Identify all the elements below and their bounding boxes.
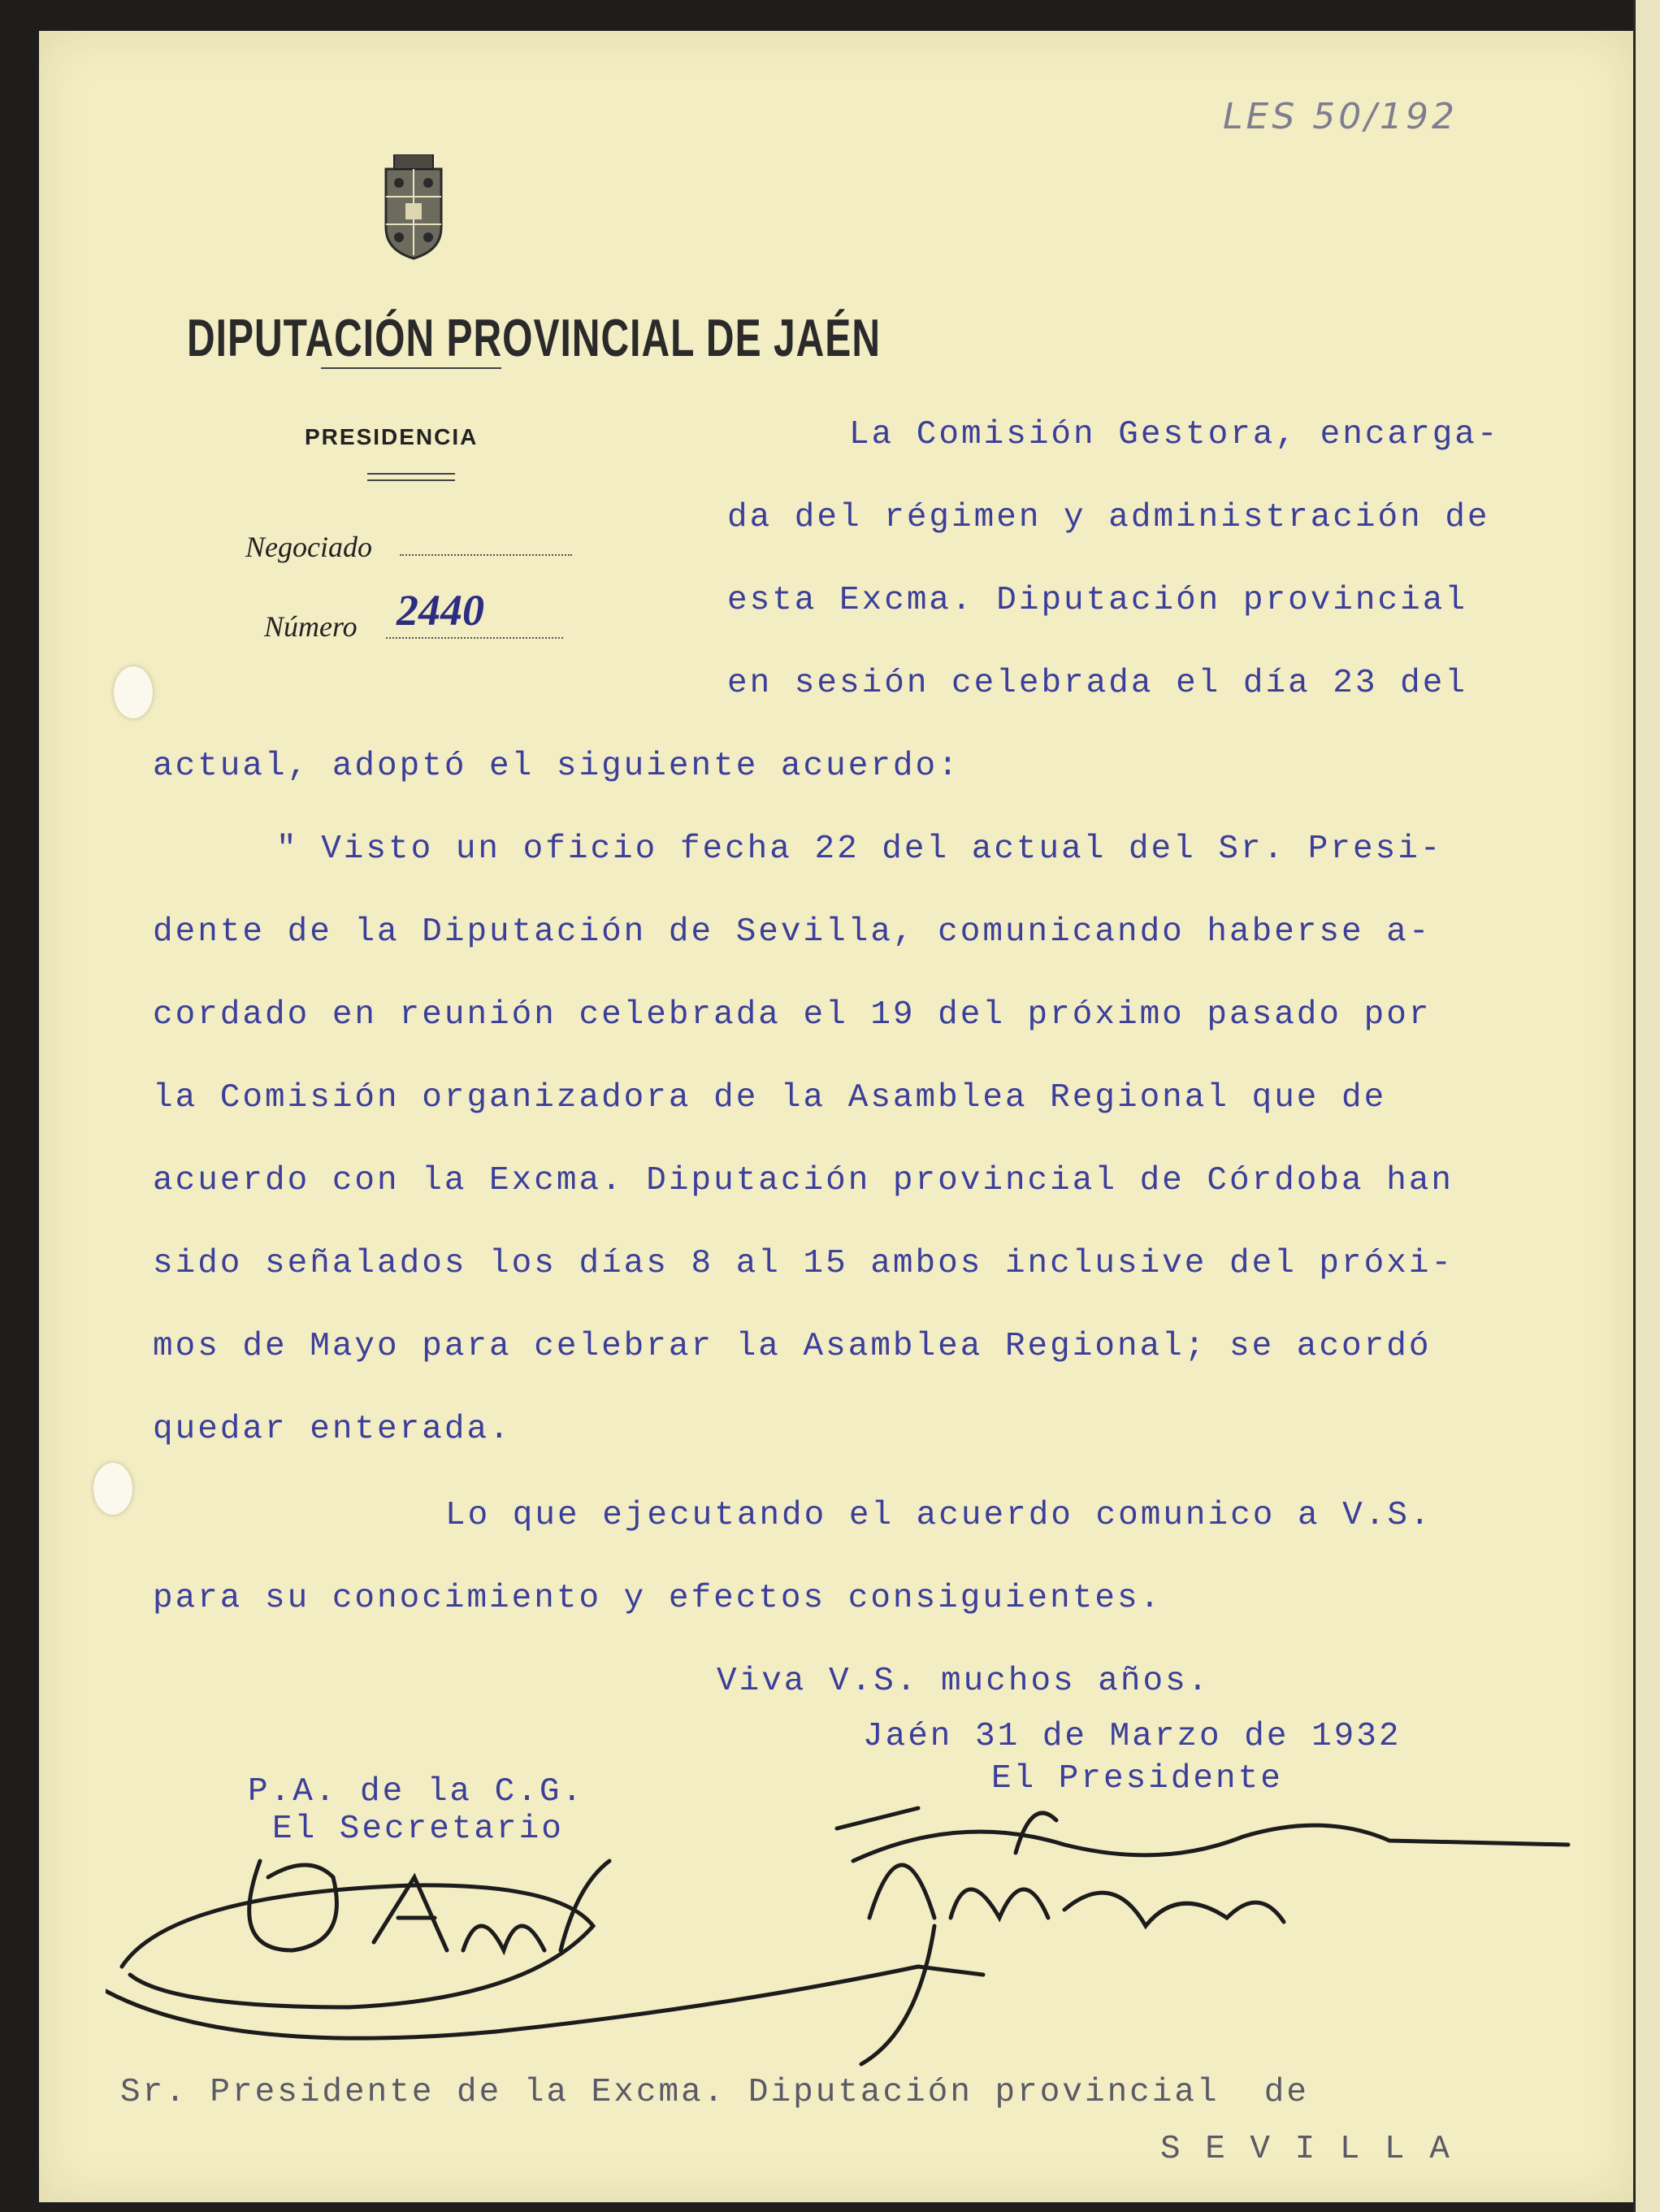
negociado-dotted-line [400, 554, 572, 556]
organization-name: DIPUTACIÓN PROVINCIAL DE JAÉN [187, 310, 881, 368]
body-line: acuerdo con la Excma. Diputación provincial de Córdoba han [153, 1162, 1454, 1199]
secretary-title-2: El Secretario [272, 1811, 564, 1848]
archive-reference: LES 50/192 [1223, 96, 1458, 137]
secretary-signature-loop [122, 1885, 593, 2007]
addressee-line: Sr. Presidente de la Excma. Diputación provincial de [120, 2074, 1310, 2111]
body-line: dente de la Diputación de Sevilla, comunicando haberse a- [153, 913, 1432, 951]
letterhead-divider [321, 367, 501, 369]
date-line: Jaén 31 de Marzo de 1932 [863, 1718, 1402, 1755]
closing-line: Lo que ejecutando el acuerdo comunico a V.S. [445, 1497, 1432, 1534]
president-title: El Presidente [991, 1760, 1283, 1798]
body-line: en sesión celebrada el día 23 del [727, 665, 1467, 702]
president-signature-flourish [837, 1808, 1568, 1861]
handwritten-signatures [106, 1763, 1584, 2072]
body-line: La Comisión Gestora, encarga- [849, 416, 1500, 453]
department-underline-2 [367, 479, 455, 481]
signature-tail [861, 1926, 934, 2064]
punch-hole-lower [93, 1463, 132, 1515]
secretary-title-1: P.A. de la C.G. [248, 1773, 585, 1811]
department-underline-1 [367, 473, 455, 475]
body-line: la Comisión organizadora de la Asamblea Regional que de [153, 1079, 1387, 1117]
secretary-signature-letters [249, 1861, 609, 1950]
page-edge [1633, 0, 1660, 2212]
body-line: da del régimen y administración de [727, 499, 1490, 536]
numero-value: 2440 [397, 586, 484, 635]
body-line: actual, adoptó el siguiente acuerdo: [153, 748, 960, 785]
coat-of-arms-icon [370, 154, 457, 262]
body-line: esta Excma. Diputación provincial [727, 582, 1467, 619]
body-line: sido señalados los días 8 al 15 ambos inclusive del próxi- [153, 1245, 1454, 1282]
salutation: Viva V.S. muchos años. [717, 1663, 1211, 1700]
addressee-city: S E V I L L A [1160, 2131, 1452, 2168]
body-line: quedar enterada. [153, 1411, 512, 1448]
punch-hole-upper [114, 666, 153, 718]
closing-line: para su conocimiento y efectos consiguientes. [153, 1580, 1163, 1617]
negociado-label: Negociado [245, 531, 372, 563]
body-line: " Visto un oficio fecha 22 del actual del Sr. Presi- [276, 831, 1443, 868]
body-line: mos de Mayo para celebrar la Asamblea Regional; se acordó [153, 1328, 1432, 1365]
body-line: cordado en reunión celebrada el 19 del próximo pasado por [153, 996, 1432, 1034]
numero-dotted-line [386, 637, 563, 639]
department-name: PRESIDENCIA [305, 424, 479, 449]
numero-label: Número [264, 610, 358, 643]
